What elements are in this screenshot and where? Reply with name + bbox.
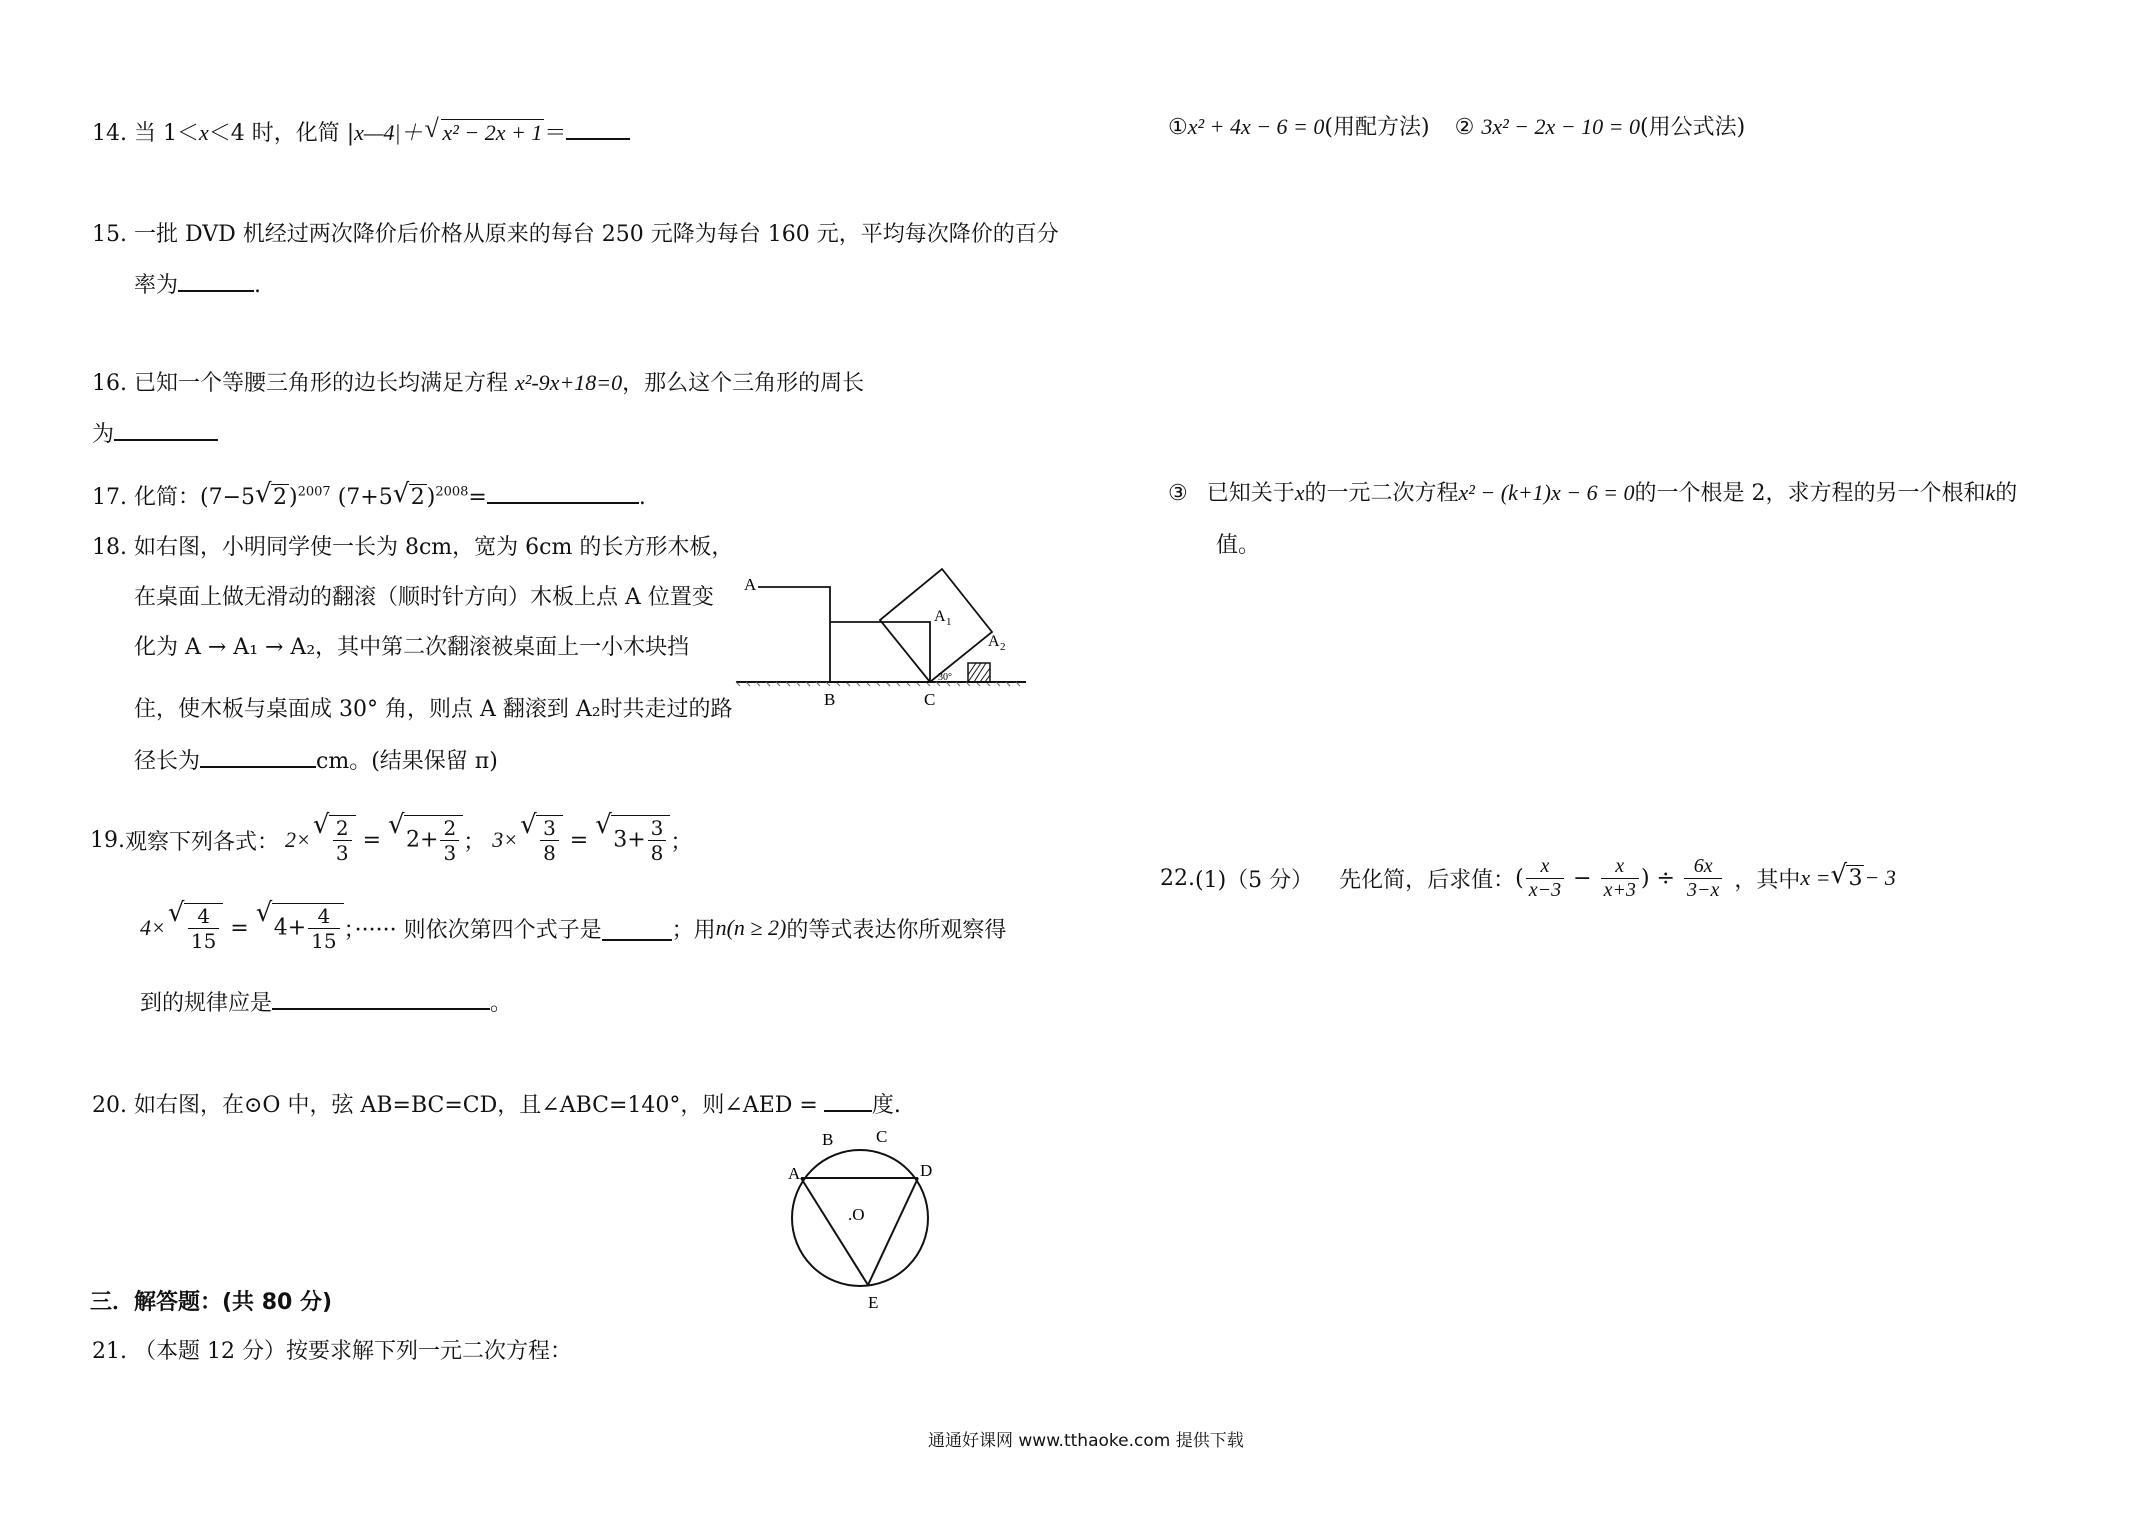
q19-line3-text: 到的规律应是	[140, 991, 273, 1016]
question-22: 22. (1)（5 分） 先化简，后求值： ( $\frac{x}{x-3}$ − $\frac{x}{x+3}$ ) ÷ $\frac{6x}{3-x}$ ，其中 x = √ 3 − 3	[1160, 848, 1896, 908]
q16-text-a: 已知一个等腰三角形的边长均满足方程	[134, 371, 515, 396]
question-15	[92, 217, 1059, 248]
q22-f1-num: x	[1526, 855, 1564, 879]
q22-f3-num: 6x	[1684, 855, 1722, 879]
question-20	[92, 1086, 901, 1119]
q19-e3-rhs-int: 4+	[273, 915, 307, 941]
q21-3-equation: x² − (k+1)x − 6 = 0	[1458, 480, 1635, 505]
q21-3-line2: 值。	[1216, 533, 1261, 558]
q22-fraction-2	[1601, 855, 1639, 902]
q19-fourth-blank[interactable]	[602, 915, 672, 941]
q17-radical-2: √ 2	[409, 484, 427, 510]
q14-text-c: x—4|＋	[354, 120, 423, 145]
q22-condition-radical: √ 3	[1846, 865, 1864, 891]
label-angle: 30°	[938, 672, 952, 683]
q16-line2-text: 为	[92, 422, 115, 447]
label-A1-sub: 1	[946, 616, 952, 628]
q18-line3: 化为 A → A₁ → A₂，其中第二次翻滚被桌面上一小木块挡	[134, 635, 690, 660]
q16-text-b: ，那么这个三角形的周长	[622, 371, 865, 396]
q19-e1-num: √ 2	[333, 816, 352, 841]
q19-e2-den: 8	[543, 841, 556, 865]
label-A1: A	[934, 608, 946, 625]
label-A: A	[744, 575, 757, 594]
q14-text-b: ＜4 时，化简 |	[208, 121, 355, 146]
q17-answer-blank[interactable]	[487, 478, 639, 504]
q17-end: .	[638, 485, 646, 510]
q19-e1-lhs	[329, 815, 356, 865]
q14-number: 14.	[92, 121, 127, 146]
chord-de	[868, 1178, 918, 1285]
q17-exponent-1: 2007	[297, 484, 331, 500]
q19-e2-rhs-num: 3	[648, 816, 667, 841]
section-3-heading: 三．解答题：(共 80 分)	[90, 1290, 333, 1315]
q19-e1-rhs-den: 3	[443, 841, 457, 865]
question-16	[92, 366, 864, 397]
q22-text: 先化简，后求值：	[1339, 867, 1516, 893]
q22-part: (1)（5 分）	[1195, 867, 1314, 893]
q21-3-text-a: 已知关于	[1206, 481, 1295, 506]
q21-3-text-d: 的	[1995, 481, 2018, 506]
q22-fraction-1	[1526, 855, 1564, 902]
q15-answer-blank[interactable]	[178, 266, 254, 292]
question-18	[92, 530, 733, 561]
q19-e2-rhs-den: 8	[650, 841, 664, 865]
q21-text: （本题 12 分）按要求解下列一元二次方程：	[134, 1339, 572, 1364]
q21-3-var-k: k	[1985, 480, 1996, 505]
q18-line4: 住，使木板与桌面成 30° 角，则点 A 翻滚到 A₂时共走过的路	[134, 697, 733, 722]
footer-source: 通通好课网 www.tthaoke.com 提供下载	[928, 1431, 1244, 1451]
label-A2-sub: 2	[1000, 641, 1006, 653]
q17-number: 17.	[92, 485, 127, 510]
q22-f2-num: x	[1601, 855, 1639, 879]
q16-answer-blank[interactable]	[114, 415, 218, 441]
q20-answer-blank[interactable]	[824, 1086, 872, 1112]
q19-e1-den: 3	[335, 841, 349, 865]
q19-e3-lhs	[184, 903, 223, 953]
question-17: 17. 化简：(7−5√ 2)$^{2007}$ (7+5√ 2)$^{2008}$= .	[92, 478, 646, 511]
q19-line2: 4× √ $\frac{4}{15}$ = √ 4+ $\frac{4}{15}$ ；······ 则依次第四个式子是 ；用 n(n ≥ 2) 的等式表达你所观察得	[140, 898, 1006, 958]
q19-line2-end: 的等式表达你所观察得	[786, 917, 1007, 943]
q22-condition-text: ，其中	[1734, 867, 1801, 893]
q19-e2-rhs	[611, 815, 670, 865]
q18-number: 18.	[92, 535, 127, 560]
point-C: C	[876, 1127, 888, 1146]
label-B: B	[824, 690, 836, 709]
q21-3-text-b: 的一元二次方程	[1304, 481, 1459, 506]
label-C: C	[924, 690, 936, 709]
q17-exponent-2: 2008	[435, 484, 469, 500]
q21-eq2: 3x² − 2x − 10 = 0	[1481, 114, 1640, 139]
q17-text-b: (7+5	[337, 485, 393, 510]
q14-var: x	[199, 120, 209, 145]
q19-e1-rhs	[404, 815, 463, 865]
question-21	[92, 1334, 572, 1365]
q15-line2-text: 率为	[134, 273, 179, 298]
point-A: A	[788, 1164, 801, 1183]
q19-number: 19.	[90, 827, 125, 853]
label-A2: A	[988, 633, 1000, 650]
q18-line2: 在桌面上做无滑动的翻滚（顺时针方向）木板上点 A 位置变	[134, 585, 714, 610]
q17-equals: =	[468, 485, 487, 510]
q19-line2-text: ；······ 则依次第四个式子是	[343, 917, 602, 943]
q21-3-var-x: x	[1294, 480, 1305, 505]
q21-s2-marker: ②	[1454, 115, 1475, 140]
q19-condition: n(n ≥ 2)	[715, 915, 787, 940]
q19-e3-rhs-num: 4	[308, 904, 339, 929]
q22-f3-den: 3−x	[1686, 878, 1720, 901]
q22-f1-den: x−3	[1528, 878, 1562, 901]
q19-e2-lhs	[536, 815, 563, 865]
q19-e1-rhs-num: 2	[440, 816, 459, 841]
q14-radicand: √ x² − 2x + 1	[441, 119, 545, 146]
q20-end: 度.	[871, 1093, 901, 1118]
q21-method1: (用配方法)	[1324, 115, 1430, 140]
q19-e2-rhs-int: 3+	[613, 827, 646, 853]
q16-line2	[92, 415, 218, 448]
q19-intro: 观察下列各式：	[125, 829, 280, 855]
circle-figure	[770, 1120, 950, 1310]
q21-s3-marker: ③	[1168, 481, 1188, 506]
wood-block-hatching	[968, 663, 990, 682]
q19-e2-num: √ 3	[540, 816, 559, 841]
q15-line1: 一批 DVD 机经过两次降价后价格从原来的每台 250 元降为每台 160 元，平均每次降价的百分	[134, 222, 1059, 247]
q16-equation: x²-9x+18=0	[515, 370, 623, 395]
q14-text-d: ＝	[544, 121, 567, 146]
q17-radical-1: √ 2	[271, 484, 289, 510]
q18-line5-end: cm。(结果保留 π)	[316, 749, 498, 774]
q21-eq1: x² + 4x − 6 = 0	[1187, 114, 1325, 139]
q18-line5	[134, 742, 498, 775]
q18-line1: 如右图，小明同学使一长为 8cm，宽为 6cm 的长方形木板，	[134, 535, 734, 560]
q21-part3	[1168, 476, 2017, 507]
q15-end: .	[254, 273, 262, 298]
q19-e3-num: √ 4	[188, 904, 219, 929]
q21-s1-marker: ①	[1168, 115, 1188, 140]
q14-text-a: 当 1＜	[134, 121, 199, 146]
q18-line5-text: 径长为	[134, 749, 201, 774]
q20-number: 20.	[92, 1093, 127, 1118]
point-B: B	[822, 1130, 834, 1149]
center-O: .O	[848, 1205, 865, 1224]
question-19: 19. 观察下列各式： 2× √ $\frac{2}{3}$ = √ 2+ $\frac{2}{3}$ ； 3× √ $\frac{3}{8}$ = √ 3+ $\frac{3}{8}$ ；	[90, 810, 692, 870]
q15-line2	[134, 266, 261, 299]
board-rolling-figure	[730, 565, 1030, 715]
q19-e1-rhs-int: 2+	[406, 827, 439, 853]
q22-fraction-3	[1684, 855, 1722, 902]
q17-text-a: 化简：(7−5	[134, 485, 256, 510]
q21-3-text-c: 的一个根是 2，求方程的另一个根和	[1634, 481, 1986, 506]
q19-e2-coef: 3×	[492, 827, 519, 852]
q19-e3-rhs	[272, 903, 344, 953]
point-E: E	[868, 1293, 879, 1310]
q19-rule-blank[interactable]	[272, 984, 490, 1010]
q15-number: 15.	[92, 222, 127, 247]
q21-subparts	[1168, 110, 1745, 141]
q22-f2-den: x+3	[1603, 878, 1636, 901]
q19-e3-rhs-den: 15	[311, 929, 337, 953]
q22-condition-end: − 3	[1864, 865, 1896, 890]
q19-e3-coef: 4×	[140, 915, 166, 940]
q22-condition-var: x =	[1800, 865, 1831, 890]
question-14	[92, 114, 630, 147]
q20-text: 如右图，在⊙O 中，弦 AB=BC=CD，且∠ABC=140°，则∠AED =	[134, 1093, 818, 1118]
point-D: D	[920, 1161, 933, 1180]
q19-line3	[140, 984, 512, 1017]
chord-ae	[801, 1178, 868, 1285]
q22-number: 22.	[1160, 865, 1195, 891]
q21-method2: (用公式法)	[1639, 115, 1746, 140]
q21-number: 21.	[92, 1339, 127, 1364]
q19-e1-coef: 2×	[285, 827, 311, 852]
q19-line3-end: 。	[490, 991, 513, 1016]
q16-number: 16.	[92, 371, 127, 396]
q18-answer-blank[interactable]	[200, 742, 316, 768]
q19-line2-use: ；用	[671, 917, 716, 943]
q19-e3-den: 15	[190, 929, 217, 953]
q14-answer-blank[interactable]	[566, 114, 630, 140]
